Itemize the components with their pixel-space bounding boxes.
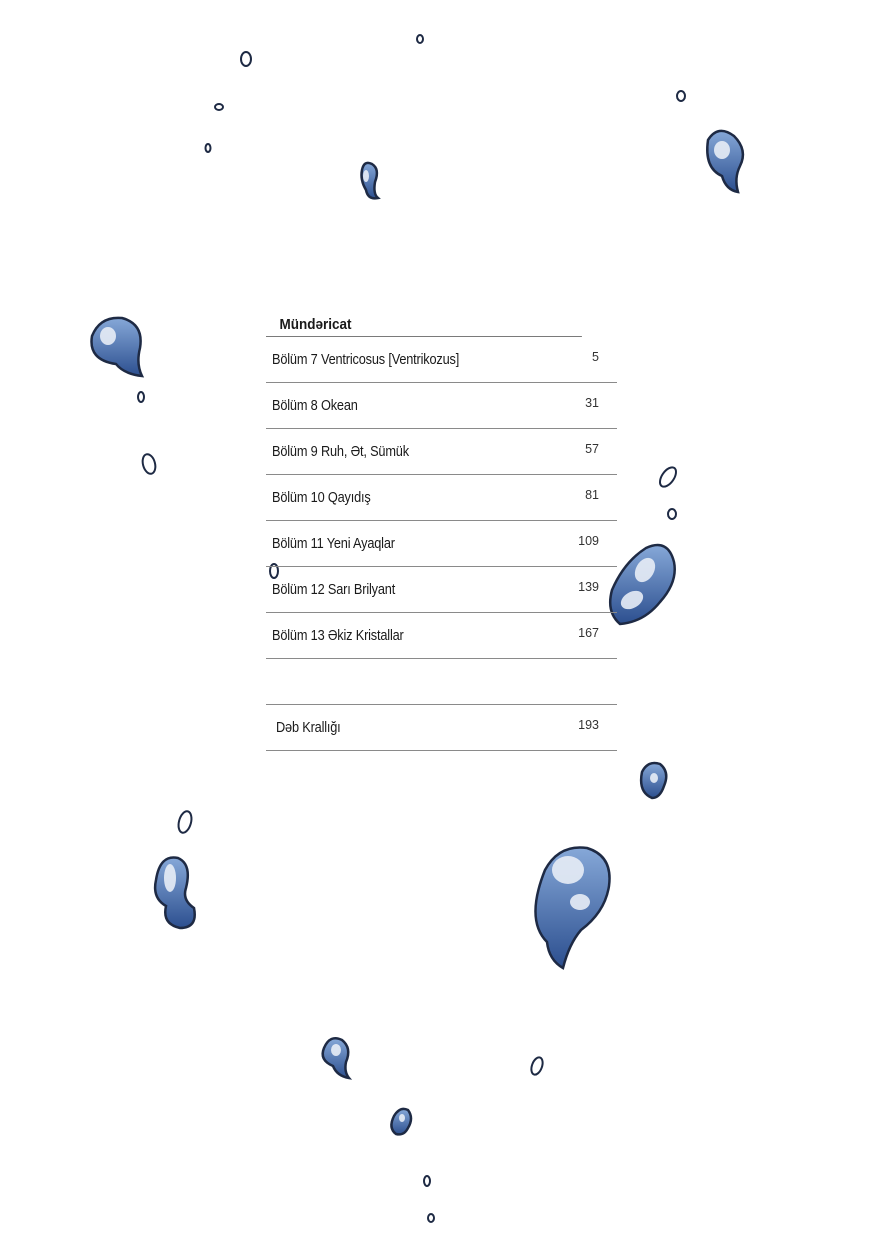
chapter-title: Bölüm 13 Əkiz Kristallar — [272, 628, 404, 644]
toc-row[interactable] — [266, 567, 617, 613]
droplet-icon — [206, 144, 211, 152]
droplet-icon — [141, 453, 158, 475]
section-title: Dəb Krallığı — [276, 720, 341, 736]
toc-row[interactable] — [266, 613, 617, 659]
chapter-title: Bölüm 10 Qayıdış — [272, 490, 371, 506]
droplet-icon — [155, 857, 195, 928]
droplet-icon — [138, 392, 144, 402]
chapter-title: Bölüm 7 Ventricosus [Ventrikozus] — [272, 352, 460, 368]
page-number: 5 — [592, 350, 599, 364]
page-number: 31 — [585, 396, 599, 410]
droplet-icon — [428, 1214, 434, 1222]
toc-row[interactable] — [266, 429, 617, 475]
droplet-icon — [610, 545, 675, 624]
toc-divider — [266, 659, 617, 705]
toc-row-extra[interactable] — [266, 705, 617, 751]
toc-row[interactable] — [266, 383, 617, 429]
chapter-title: Bölüm 8 Okean — [272, 398, 358, 414]
page-number: 193 — [578, 718, 599, 732]
page-number: 109 — [578, 534, 599, 548]
chapter-title: Bölüm 9 Ruh, Ət, Sümük — [272, 444, 409, 460]
toc-title: Mündəricat — [266, 312, 582, 337]
page-number: 139 — [578, 580, 599, 594]
droplet-icon — [215, 104, 223, 110]
page-number: 57 — [585, 442, 599, 456]
droplet-icon — [362, 163, 379, 198]
chapter-title: Bölüm 12 Sarı Brilyant — [272, 582, 396, 598]
droplet-icon — [417, 35, 423, 43]
chapter-title: Bölüm 11 Yeni Ayaqlar — [272, 536, 395, 552]
table-of-contents — [266, 312, 617, 751]
droplet-icon — [668, 509, 676, 519]
toc-row[interactable] — [266, 475, 617, 521]
droplet-icon — [241, 52, 251, 66]
droplet-icon — [92, 318, 143, 376]
toc-row[interactable] — [266, 521, 617, 567]
droplet-icon — [424, 1176, 430, 1186]
page-number: 167 — [578, 626, 599, 640]
page-number: 81 — [585, 488, 599, 502]
droplet-icon — [529, 1056, 545, 1076]
droplet-icon — [657, 465, 679, 490]
droplet-icon — [176, 810, 193, 834]
droplet-icon — [707, 131, 743, 192]
droplet-icon — [677, 91, 685, 101]
toc-row[interactable] — [266, 337, 617, 383]
